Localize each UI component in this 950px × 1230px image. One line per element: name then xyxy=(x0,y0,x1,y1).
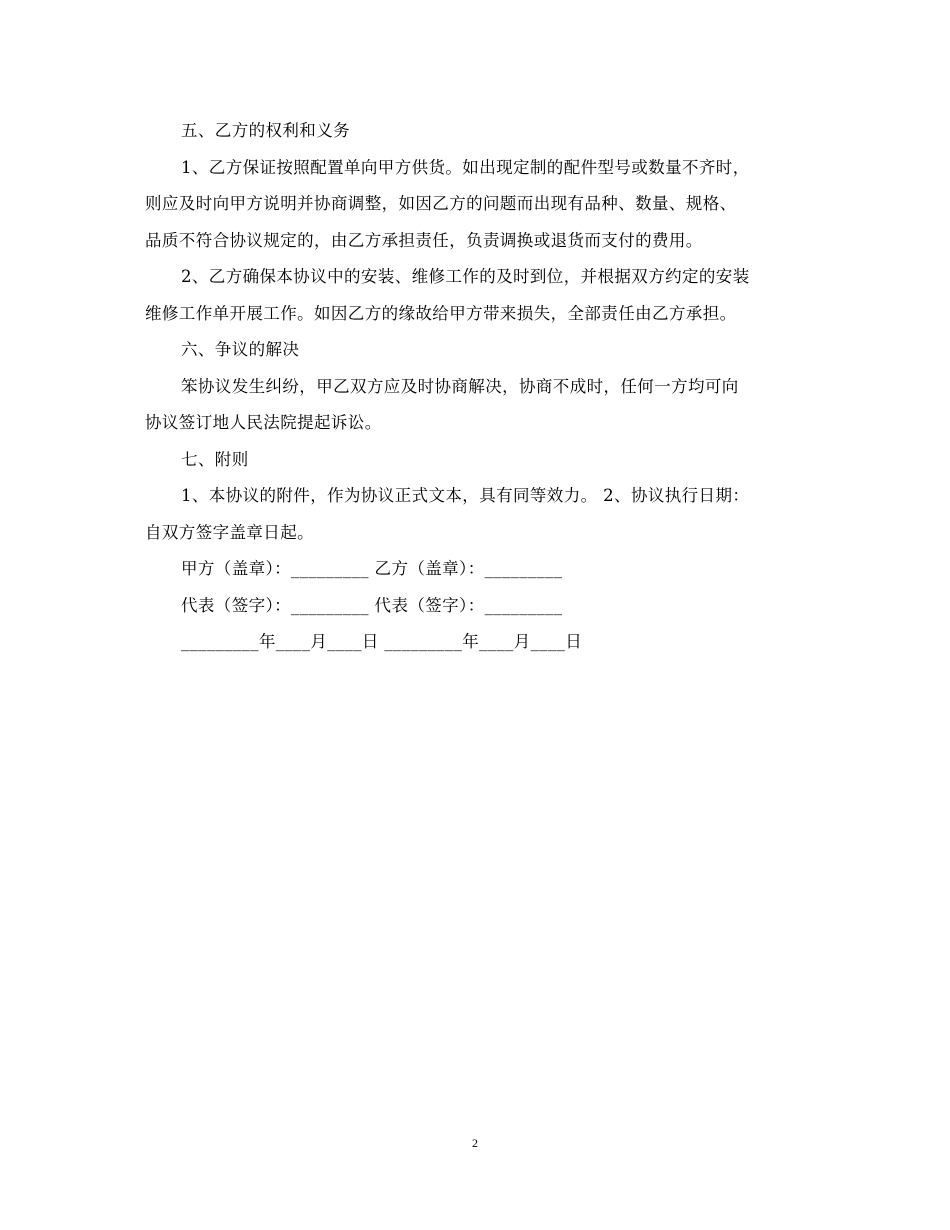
signature-seal-line: 甲方（盖章）：_________ 乙方（盖章）：_________ xyxy=(181,559,563,578)
page-number: 2 xyxy=(472,1136,478,1150)
paragraph-line: 1、乙方保证按照配置单向甲方供货。如出现定制的配件型号或数量不齐时， xyxy=(181,157,750,177)
section-heading-party-b-rights: 五、乙方的权利和义务 xyxy=(181,121,350,140)
document-body xyxy=(145,113,810,661)
section-heading-dispute-resolution: 六、争议的解决 xyxy=(181,340,300,359)
paragraph-line: 1、本协议的附件，作为协议正式文本，具有同等效力。 2、协议执行日期： xyxy=(181,486,750,505)
section-heading-supplementary: 七、附则 xyxy=(181,449,249,469)
paragraph-line: 协议签订地人民法院提起诉讼。 xyxy=(145,413,382,432)
signature-date-line: _________年____月____日 _________年____月____日 xyxy=(181,632,583,651)
paragraph-line: 品质不符合协议规定的，由乙方承担责任，负责调换或退货而支付的费用。 xyxy=(145,230,703,250)
paragraph-line: 2、乙方确保本协议中的安装、维修工作的及时到位，并根据双方约定的安装 xyxy=(181,267,750,286)
paragraph-line: 自双方签字盖章日起。 xyxy=(145,522,314,542)
paragraph-line: 则应及时向甲方说明并协商调整，如因乙方的问题而出现有品种、数量、规格、 xyxy=(145,194,737,213)
paragraph-line: 笨协议发生纠纷，甲乙双方应及时协商解决，协商不成时，任何一方均可向 xyxy=(181,376,739,396)
signature-representative-line: 代表（签字）：_________ 代表（签字）：_________ xyxy=(181,595,563,615)
paragraph-line: 维修工作单开展工作。如因乙方的缘故给甲方带来损失，全部责任由乙方承担。 xyxy=(145,303,737,323)
